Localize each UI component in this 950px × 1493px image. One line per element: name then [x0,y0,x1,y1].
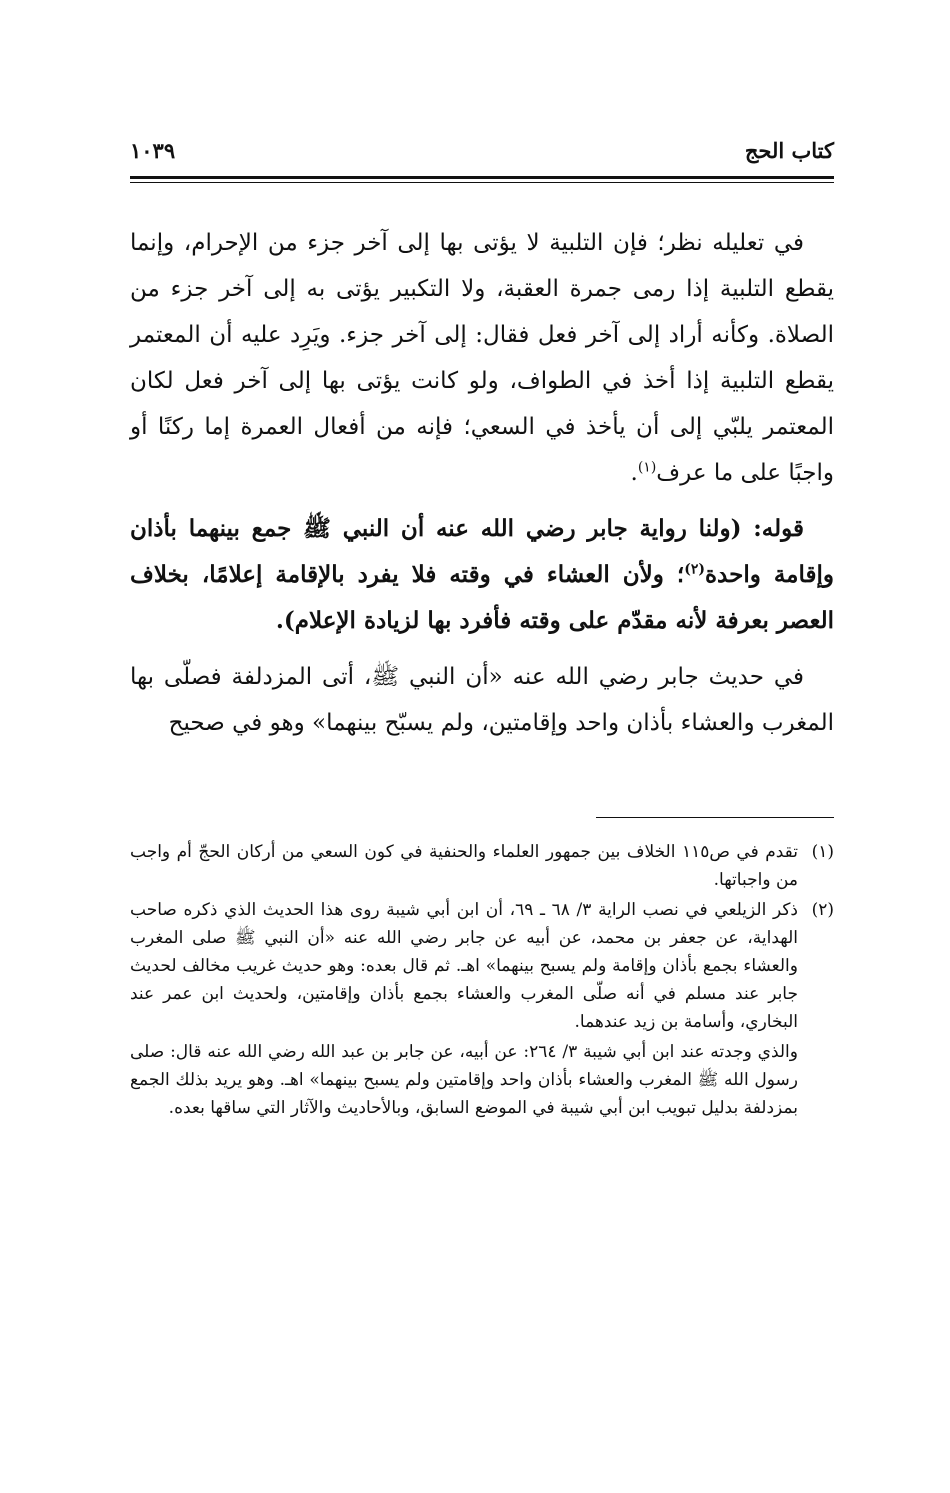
footnote-2-continuation [130,1038,834,1122]
footnote-2 [130,896,834,1036]
footnote-ref-1: (١) [637,459,657,476]
footnote-divider [596,817,834,818]
quoted-text-part-1: قوله: (ولنا رواية جابر رضي الله عنه أن النبي ﷺ جمع بينهما بأذان وإقامة واحدة [130,515,835,588]
paragraph-commentary-1 [130,220,834,496]
header-rule-thick [130,176,834,179]
footnote-text: والذي وجدته عند ابن أبي شيبة ٣/ ٢٦٤: عن أبيه، عن جابر بن عبد الله رضي الله عنه قال: صلى رسول الله ﷺ المغرب والعشاء بأذان واحد وإقامتين ولم يسبح بينهما» اهـ. وهو يريد بذلك الجمع بمزدلفة بدليل تبويب ابن أبي شيبة في الموضع السابق، وبالأحاديث والآثار التي ساقها بعده. [130,1042,798,1118]
page-number: ١٠٣٩ [130,138,176,163]
footnote-text: تقدم في ص١١٥ الخلاف بين جمهور العلماء والحنفية في كون السعي من أركان الحجّ أم واجب من واجباتها. [130,842,799,890]
footnote-number: (٢) [811,900,834,920]
paragraph-quoted-text [130,506,834,644]
page-header [130,138,834,172]
footnotes [130,838,834,1124]
footnote-1 [130,838,834,894]
footnote-text: ذكر الزيلعي في نصب الراية ٣/ ٦٨ ـ ٦٩، أن ابن أبي شيبة روى هذا الحديث الذي ذكره صاحب الهداية، عن جعفر بن محمد، عن أبيه عن جابر رضي الله عنه «أن النبي ﷺ صلى المغرب والعشاء بجمع بأذان وإقامة ولم يسبح بينهما» اهـ. ثم قال بعده: وهو حديث غريب مخالف لحديث جابر عند مسلم في أنه صلّى المغرب والعشاء بجمع بأذان وإقامتين، ولحديث ابن عمر عند البخاري، وأسامة بن زيد عندهما. [130,900,798,1032]
paragraph-commentary-2: في حديث جابر رضي الله عنه «أن النبي ﷺ، أتى المزدلفة فصلّى بها المغرب والعشاء بأذان واحد وإقامتين، ولم يسبّح بينهما» وهو في صحيح [130,664,834,736]
footnote-ref-2: (٢) [684,561,705,578]
sentence-end: . [630,460,638,486]
book-title: كتاب الحج [744,138,834,163]
main-text [130,220,834,756]
header-rule-thin [130,182,834,183]
paragraph-text: في تعليله نظر؛ فإن التلبية لا يؤتى بها إلى آخر جزء من الإحرام، وإنما يقطع التلبية إذا رمى جمرة العقبة، ولا التكبير يؤتى به إلى آخر جزء من الصلاة. وكأنه أراد إلى آخر فعل فقال: إلى آخر جزء. ويَرِد عليه أن المعتمر يقطع التلبية إذا أخذ في الطواف، ولو كانت يؤتى بها إلى آخر فعل لكان المعتمر يلبّي إلى أن يأخذ في السعي؛ فإنه من أفعال العمرة إما ركنًا أو واجبًا على ما عرف [130,230,835,486]
footnote-number: (١) [811,842,834,862]
quoted-text-part-2: ؛ ولأن العشاء في وقته فلا يفرد بالإقامة إعلامًا، بخلاف العصر بعرفة لأنه مقدّم على وقته فأفرد بها لزيادة الإعلام). [130,561,834,634]
